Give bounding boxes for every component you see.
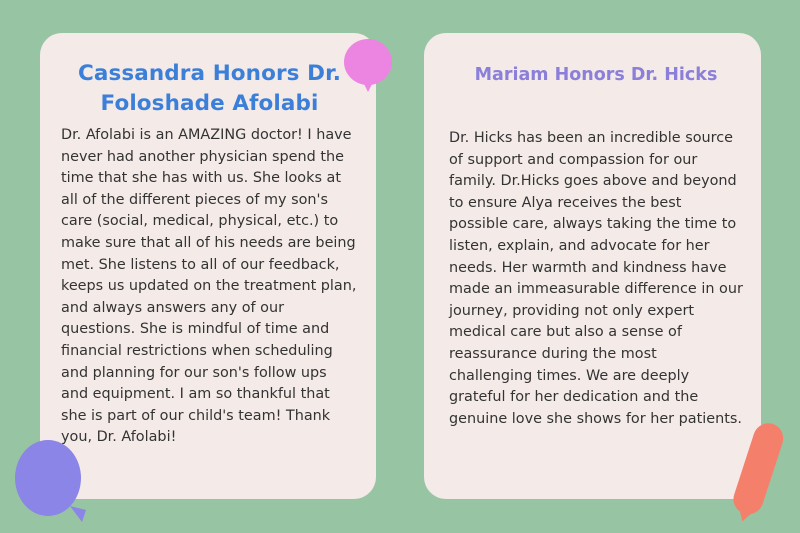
coral-balloon-icon <box>728 418 790 526</box>
testimonial-title: Cassandra Honors Dr. Foloshade Afolabi <box>78 61 341 116</box>
blue-balloon-icon <box>12 436 92 526</box>
testimonial-title: Mariam Honors Dr. Hicks <box>474 65 718 85</box>
testimonial-card-mariam <box>424 33 761 499</box>
pink-balloon-icon <box>340 36 396 96</box>
testimonial-card-cassandra <box>40 33 376 499</box>
testimonial-body: Dr. Afolabi is an AMAZING doctor! I have never had another physician spend the time that she has with us. She looks at all of the different pieces of my son's care (social, medical, physical, etc.) to make sure that all of his needs are being met. She listens to all of our feedback, keeps us updated on the treatment plan, and always answers any of our questions. She is mindful of time and financial restrictions when scheduling and planning for our son's follow ups and equipment. I am so thankful that she is part of our child's team! Thank you, Dr. Afolabi! <box>61 127 357 446</box>
testimonial-body: Dr. Hicks has been an incredible source of support and compassion for our family. Dr.Hicks goes above and beyond to ensure Alya receives the best possible care, always taking the time to listen, explain, and advocate for her needs. Her warmth and kindness have made an immeasurable difference in our journey, providing not only expert medical care but also a sense of reassurance during the most challenging times. We are deeply grateful for her dedication and the genuine love she shows for her patients. <box>449 130 743 427</box>
